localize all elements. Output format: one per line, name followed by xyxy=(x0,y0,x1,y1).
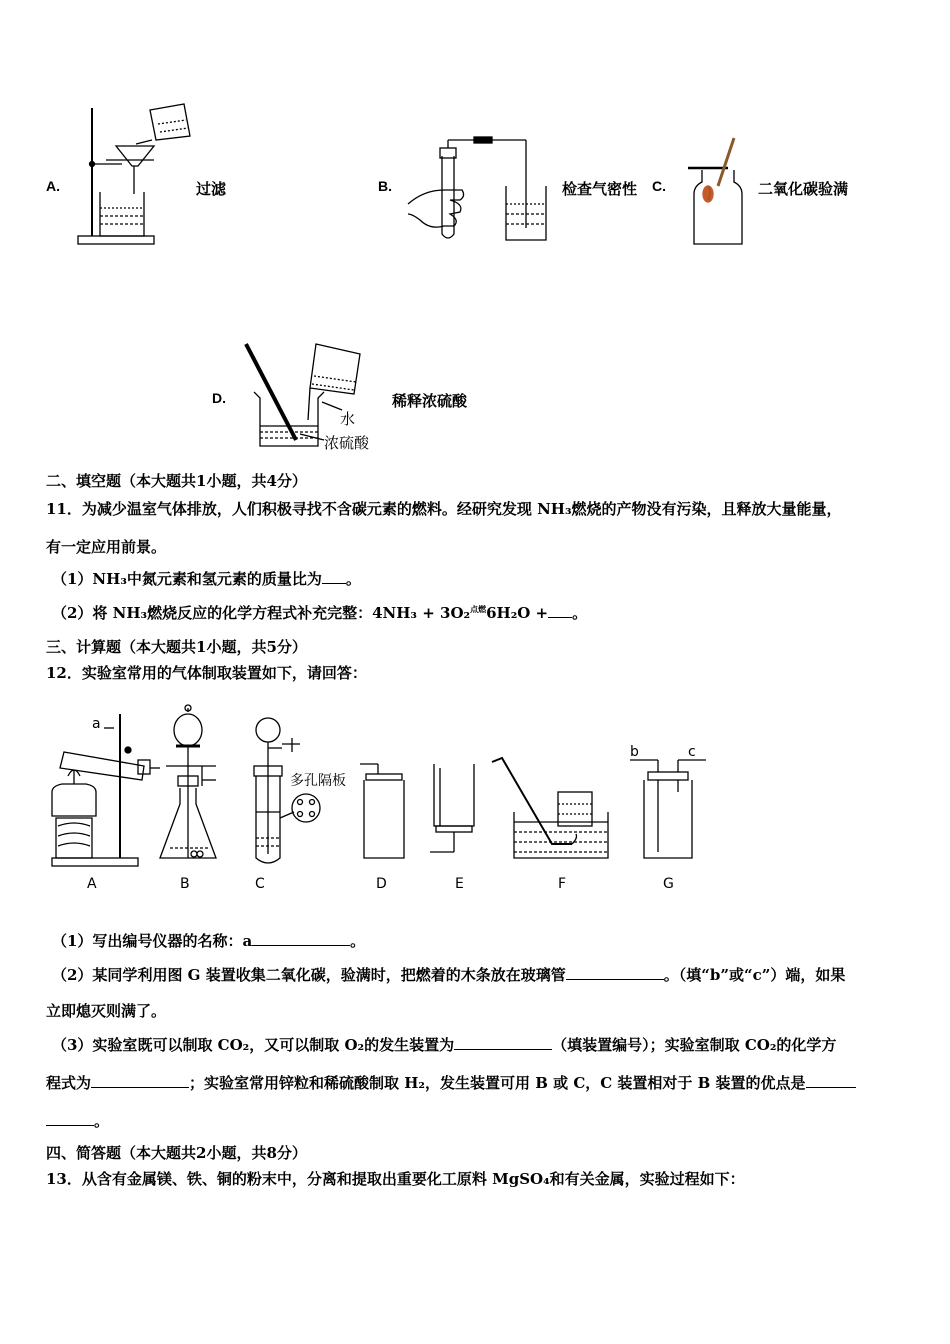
option-c-label: C. xyxy=(652,178,666,194)
option-c-caption: 二氧化碳验满 xyxy=(758,180,849,198)
section-4-heading: 四、简答题（本大题共2小题，共8分） xyxy=(46,1144,307,1162)
apparatus-label-e: E xyxy=(455,876,464,892)
q11-part1 xyxy=(52,568,361,589)
q12-part3-line2 xyxy=(46,1072,856,1093)
option-d-label: D. xyxy=(212,390,226,406)
airtightness-check-figure xyxy=(404,134,564,244)
q12-part3-blank1[interactable] xyxy=(454,1035,552,1050)
apparatus-e xyxy=(430,764,474,852)
q11-part1-end: 。 xyxy=(345,570,361,588)
q11-part2-blank[interactable] xyxy=(548,603,572,618)
q11-part2 xyxy=(52,602,587,623)
q12-part1-text: （1）写出编号仪器的名称：a xyxy=(52,932,253,950)
q11-part1-text: （1）NH₃中氮元素和氢元素的质量比为 xyxy=(52,570,322,588)
q12-part2-blank[interactable] xyxy=(566,965,664,980)
apparatus-g xyxy=(630,760,706,858)
apparatus-label-c: C xyxy=(255,876,265,892)
apparatus-f xyxy=(492,758,608,858)
option-a-caption: 过滤 xyxy=(196,180,227,198)
q12-part3-line2-text: 程式为 xyxy=(46,1074,92,1092)
q12-part2-line2: 立即熄灭则满了。 xyxy=(46,1002,167,1020)
label-c-tube: c xyxy=(688,744,696,760)
q12-part2-end: 。（填“b”或“c”）端，如果 xyxy=(663,966,846,984)
q13-stem: 13．从含有金属镁、铁、铜的粉末中，分离和提取出重要化工原料 MgSO₄和有关金属，实验过程如下： xyxy=(46,1170,745,1188)
q11-reaction-condition: 点燃 xyxy=(470,604,487,614)
q12-part3 xyxy=(52,1034,836,1055)
q12-part1-blank[interactable] xyxy=(252,931,350,946)
gas-apparatus-figure xyxy=(48,708,738,872)
q11-part2-text: （2）将 NH₃燃烧反应的化学方程式补充完整：4NH₃ + 3O₂ xyxy=(52,604,471,622)
label-conc-acid: 浓硫酸 xyxy=(324,434,370,452)
label-water: 水 xyxy=(340,410,356,428)
q12-part3-line3-end: 。 xyxy=(94,1112,110,1130)
apparatus-label-f: F xyxy=(558,876,567,892)
q12-part3-blank2[interactable] xyxy=(91,1073,189,1088)
q12-part3-blank3[interactable] xyxy=(806,1073,856,1088)
q12-part2-text: （2）某同学利用图 G 装置收集二氧化碳，验满时，把燃着的木条放在玻璃管 xyxy=(52,966,566,984)
option-b-caption: 检查气密性 xyxy=(562,180,638,198)
apparatus-label-g: G xyxy=(663,876,674,892)
section-2-heading: 二、填空题（本大题共1小题，共4分） xyxy=(46,472,307,490)
filtration-apparatus-figure xyxy=(72,100,202,248)
q12-part3-blank3-cont[interactable] xyxy=(46,1111,94,1126)
q11-stem-line1: 11．为减少温室气体排放，人们积极寻找不含碳元素的燃料。经研究发现 NH₃燃烧的产物没有污染，且释放大量能量， xyxy=(46,500,842,518)
option-d-caption: 稀释浓硫酸 xyxy=(392,392,468,410)
q12-part1 xyxy=(52,930,365,951)
option-a-label: A. xyxy=(46,178,60,194)
label-porous-plate: 多孔隔板 xyxy=(290,773,346,789)
q12-part1-end: 。 xyxy=(350,932,366,950)
q12-part3-line2-mid: ；实验室常用锌粒和稀硫酸制取 H₂，发生装置可用 B 或 C，C 装置相对于 B 装置的优点是 xyxy=(189,1074,806,1092)
q11-part1-blank[interactable] xyxy=(322,569,346,584)
apparatus-b xyxy=(160,705,216,858)
apparatus-a xyxy=(52,714,160,866)
q12-stem: 12．实验室常用的气体制取装置如下，请回答： xyxy=(46,664,367,682)
label-b-tube: b xyxy=(630,744,639,760)
apparatus-d xyxy=(360,764,404,858)
q12-part2 xyxy=(52,964,845,985)
q12-part3-text: （3）实验室既可以制取 CO₂，又可以制取 O₂的发生装置为 xyxy=(52,1036,455,1054)
apparatus-label-b: B xyxy=(180,876,190,892)
q11-part2-products: 6H₂O + xyxy=(486,604,549,622)
q12-part3-mid: （填装置编号）；实验室制取 CO₂的化学方 xyxy=(552,1036,837,1054)
label-a-instrument: a xyxy=(92,716,101,732)
option-b-label: B. xyxy=(378,178,392,194)
co2-full-test-figure xyxy=(684,136,754,248)
q11-stem-line2: 有一定应用前景。 xyxy=(46,538,167,556)
apparatus-label-d: D xyxy=(376,876,387,892)
apparatus-label-a: A xyxy=(87,876,97,892)
q12-part3-line3 xyxy=(46,1110,109,1131)
section-3-heading: 三、计算题（本大题共1小题，共5分） xyxy=(46,638,307,656)
apparatus-c xyxy=(254,718,320,863)
q11-part2-end: 。 xyxy=(572,604,588,622)
